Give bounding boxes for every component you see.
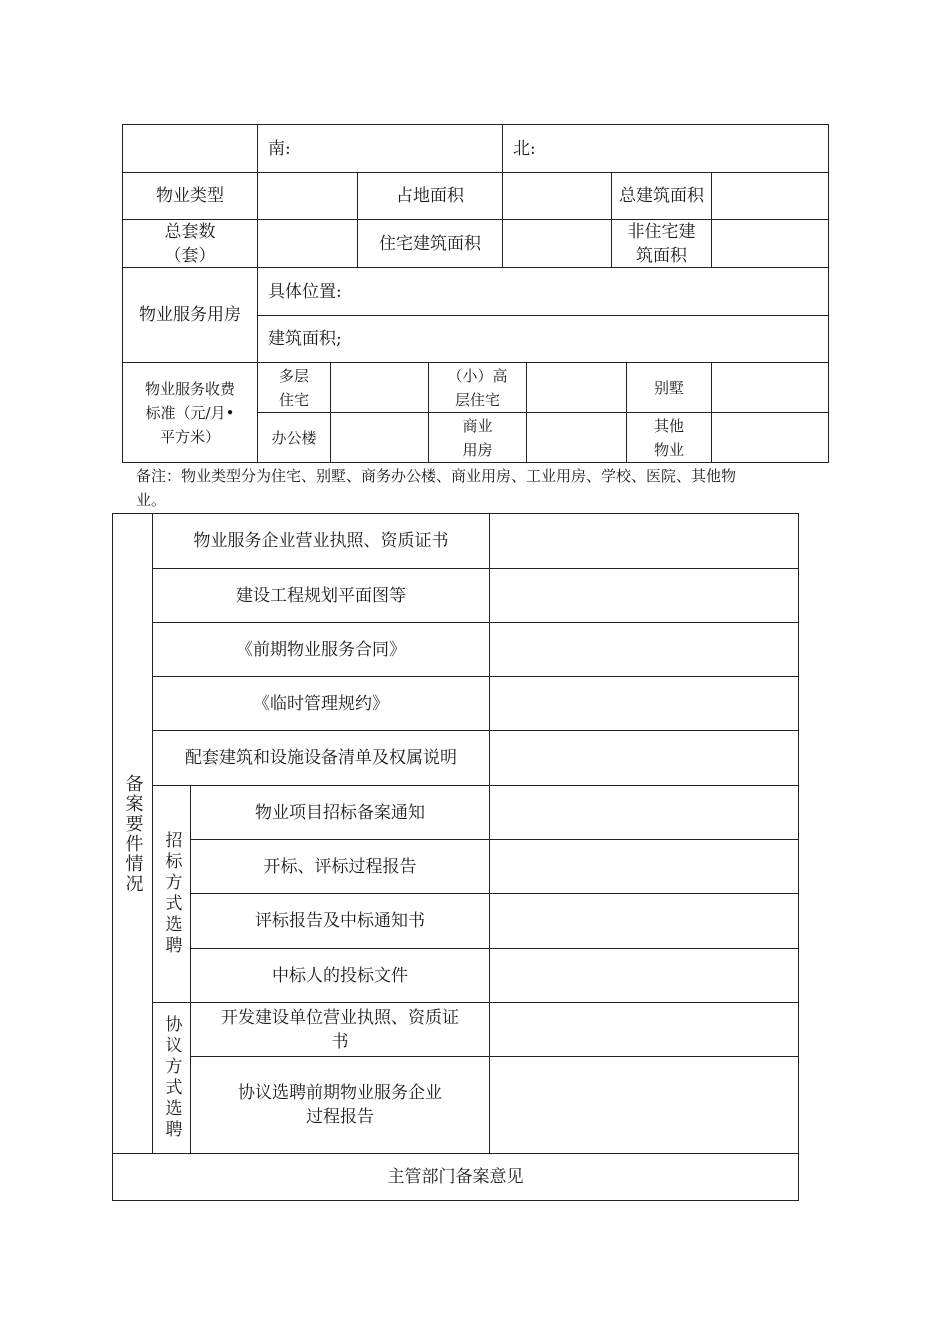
service-room-label: 物业服务用房 [122,267,258,363]
developer-license-line1: 开发建设单位营业执照、资质证 [221,1007,459,1028]
total-units-label-line2: （套） [164,245,216,266]
non-residential-area-label-line1: 非住宅建 [627,221,696,242]
fee-standard-line1: 物业服务收费 [144,379,235,398]
total-units-label-line1: 总套数 [164,221,216,242]
agreement-selection-report-line1: 协议选聘前期物业服务企业 [238,1083,442,1103]
bidding-group-label-text: 招标方式选聘 [161,831,182,957]
residential-area-value[interactable] [502,219,612,268]
villa-fee-value[interactable] [711,362,829,413]
doc-facilities-list: 配套建筑和设施设备清单及权属说明 [152,730,490,786]
doc-business-license: 物业服务企业营业执照、资质证书 [152,513,490,569]
agreement-group-label-text: 协议方式选聘 [161,1015,182,1141]
office-label: 办公楼 [257,412,331,463]
land-area-label: 占地面积 [357,172,503,220]
north-boundary-field[interactable]: 北: [502,124,829,173]
doc-planning-drawings-value[interactable] [489,568,799,623]
doc-business-license-value[interactable] [489,513,799,569]
agreement-group-label [152,1002,191,1154]
service-room-location-field[interactable]: 具体位置: [257,267,829,316]
non-residential-area-label [611,219,712,268]
agreement-selection-report-line2: 过程报告 [306,1107,374,1127]
winning-bid-documents: 中标人的投标文件 [190,948,490,1003]
multi-storey-label [257,362,331,413]
developer-license-value[interactable] [489,1002,799,1057]
non-residential-area-value[interactable] [711,219,829,268]
villa-label: 别墅 [626,362,712,413]
bid-evaluation-report-value[interactable] [489,893,799,949]
commercial-label [428,412,527,463]
developer-license-line2: 书 [331,1031,349,1052]
filing-section-title [112,513,153,1154]
total-building-area-value[interactable] [711,172,829,220]
doc-temporary-rules: 《临时管理规约》 [152,676,490,731]
other-line2: 物业 [653,440,684,459]
service-room-area-field[interactable]: 建筑面积; [257,315,829,363]
bidding-notice-value[interactable] [489,785,799,840]
non-residential-area-label-line2: 筑面积 [636,245,687,266]
commercial-line2: 用房 [462,440,493,459]
commercial-line1: 商业 [462,416,493,435]
multi-storey-line1: 多层 [278,366,309,385]
agreement-selection-report [190,1056,490,1154]
bid-opening-report-value[interactable] [489,839,799,894]
multi-storey-line2: 住宅 [278,390,309,409]
total-building-area-label: 总建筑面积 [611,172,712,220]
blank-cell [122,124,258,173]
high-rise-line1: （小）高 [447,366,508,385]
other-fee-value[interactable] [711,412,829,463]
office-fee-value[interactable] [330,412,429,463]
bidding-notice: 物业项目招标备案通知 [190,785,490,840]
high-rise-label [428,362,527,413]
bid-opening-report: 开标、评标过程报告 [190,839,490,894]
multi-storey-fee-value[interactable] [330,362,429,413]
doc-service-contract: 《前期物业服务合同》 [152,622,490,677]
fee-standard-line3: 平方米） [159,427,220,446]
authority-opinion-row[interactable]: 主管部门备案意见 [112,1153,799,1201]
property-type-note [136,464,826,512]
property-type-value[interactable] [257,172,358,220]
south-boundary-field[interactable]: 南: [257,124,503,173]
doc-facilities-list-value[interactable] [489,730,799,786]
property-type-label: 物业类型 [122,172,258,220]
high-rise-line2: 层住宅 [454,390,500,409]
other-label [626,412,712,463]
residential-area-label: 住宅建筑面积 [357,219,503,268]
winning-bid-documents-value[interactable] [489,948,799,1003]
high-rise-fee-value[interactable] [526,362,627,413]
other-line1: 其他 [653,416,684,435]
bidding-group-label [152,785,191,1003]
bid-evaluation-report: 评标报告及中标通知书 [190,893,490,949]
agreement-selection-report-value[interactable] [489,1056,799,1154]
note-line1: 备注：物业类型分为住宅、别墅、商务办公楼、商业用房、工业用房、学校、医院、其他物 [136,467,737,485]
total-units-label [122,219,258,268]
note-line2: 业。 [136,491,167,509]
fee-standard-label [122,362,258,463]
doc-service-contract-value[interactable] [489,622,799,677]
commercial-fee-value[interactable] [526,412,627,463]
filing-section-title-text: 备案要件情况 [122,773,144,894]
doc-planning-drawings: 建设工程规划平面图等 [152,568,490,623]
land-area-value[interactable] [502,172,612,220]
fee-standard-line2: 标准（元/月• [145,403,235,422]
developer-license [190,1002,490,1057]
doc-temporary-rules-value[interactable] [489,676,799,731]
total-units-value[interactable] [257,219,358,268]
